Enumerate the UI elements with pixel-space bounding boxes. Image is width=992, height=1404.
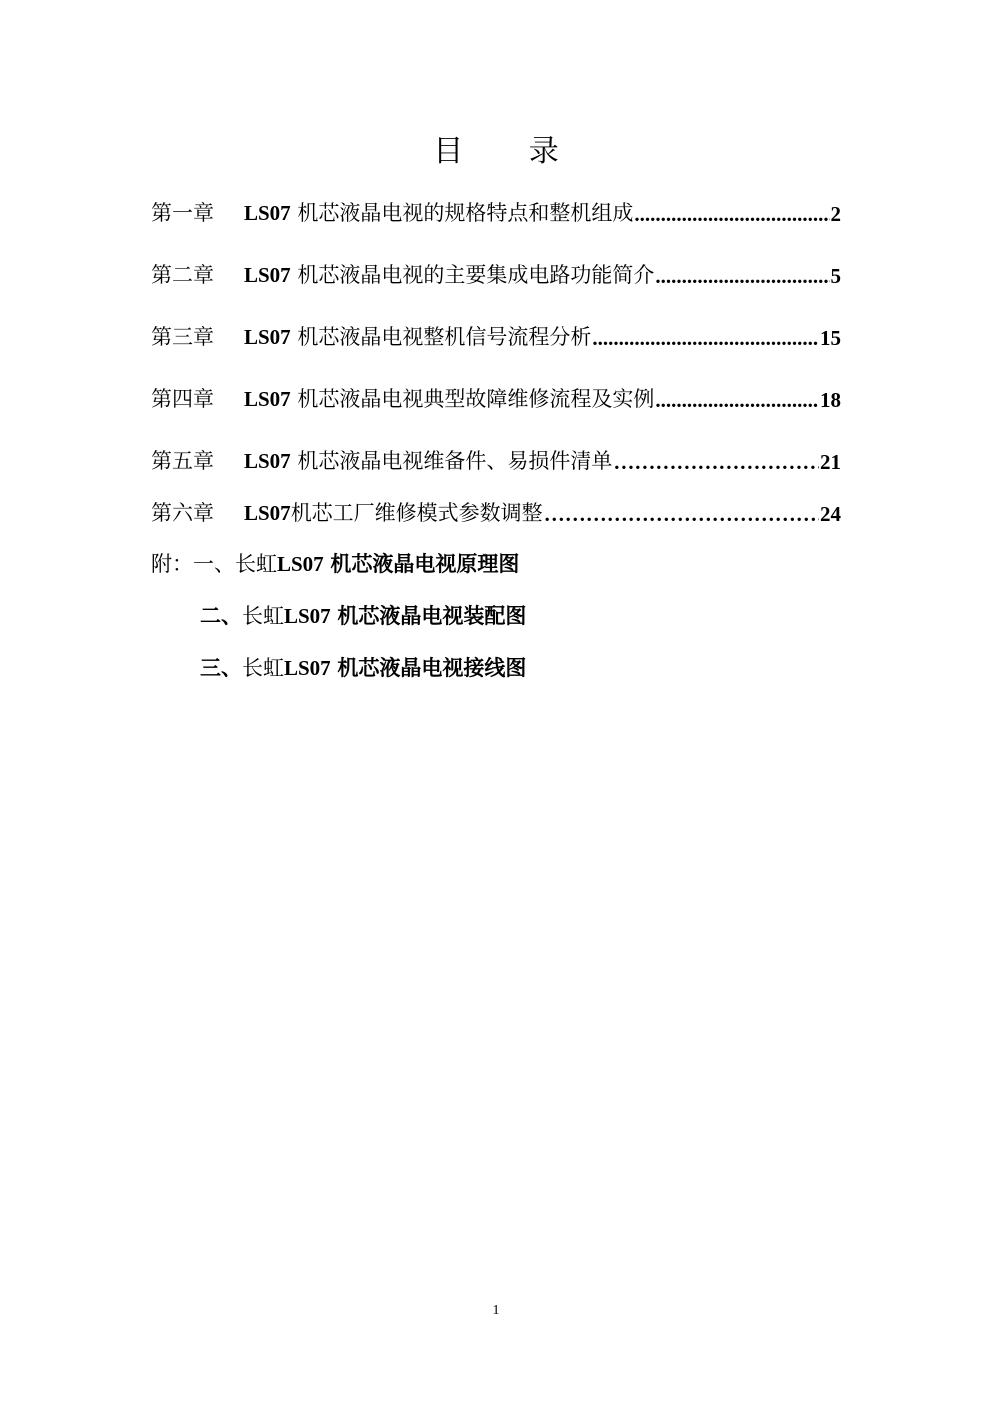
toc-entry[interactable]	[151, 441, 841, 475]
toc-entry[interactable]	[151, 317, 841, 351]
appendix-title: 机芯液晶电视装配图	[337, 603, 527, 628]
appendix-brand: 长虹	[242, 656, 284, 680]
dot-leader	[544, 502, 819, 527]
chapter-label: 第一章	[151, 201, 214, 225]
appendix-entry[interactable]	[200, 600, 526, 630]
page-number: 18	[820, 388, 841, 412]
appendix-code: LS07	[284, 656, 331, 680]
dot-leader	[592, 326, 819, 351]
dot-leader	[655, 388, 819, 413]
toc-entry[interactable]	[151, 493, 841, 527]
appendix-brand: 长虹	[242, 604, 284, 628]
appendix-brand: 长虹	[235, 552, 277, 576]
page-number: 15	[820, 326, 841, 350]
appendix-number: 二、	[200, 603, 242, 628]
appendix-entry[interactable]	[151, 548, 519, 578]
chapter-label: 第二章	[151, 263, 214, 287]
toc-entry[interactable]	[151, 255, 841, 289]
page-number: 5	[830, 264, 841, 288]
appendix-entry[interactable]	[200, 652, 526, 682]
page-number-footer: 1	[492, 1303, 500, 1318]
appendix-number: 一、	[193, 552, 235, 576]
chapter-label: 第三章	[151, 325, 214, 349]
chapter-label: 第五章	[151, 449, 214, 473]
page-number: 21	[820, 450, 841, 474]
toc-entry[interactable]	[151, 193, 841, 227]
appendix-code: LS07	[277, 552, 324, 576]
chapter-title: LS07 机芯液晶电视典型故障维修流程及实例	[244, 387, 655, 411]
appendix-number: 三、	[200, 655, 242, 680]
chapter-label: 第六章	[151, 501, 214, 525]
toc-title: 目 录	[433, 134, 587, 169]
chapter-title: LS07 机芯液晶电视的规格特点和整机组成	[244, 201, 634, 225]
appendix-title: 机芯液晶电视原理图	[330, 551, 520, 576]
dot-leader	[634, 202, 829, 227]
appendix-title: 机芯液晶电视接线图	[337, 655, 527, 680]
page-number: 2	[830, 202, 841, 226]
chapter-title: LS07 机芯液晶电视整机信号流程分析	[244, 325, 592, 349]
page-number: 24	[820, 502, 841, 526]
dot-leader	[655, 264, 829, 289]
toc-entry[interactable]	[151, 379, 841, 413]
appendix-prefix: 附：	[151, 552, 193, 576]
chapter-title: LS07机芯工厂维修模式参数调整	[244, 501, 543, 525]
appendix-code: LS07	[284, 604, 331, 628]
dot-leader	[613, 450, 819, 475]
chapter-label: 第四章	[151, 387, 214, 411]
chapter-title: LS07 机芯液晶电视的主要集成电路功能简介	[244, 263, 655, 287]
chapter-title: LS07 机芯液晶电视维备件、易损件清单	[244, 449, 613, 473]
